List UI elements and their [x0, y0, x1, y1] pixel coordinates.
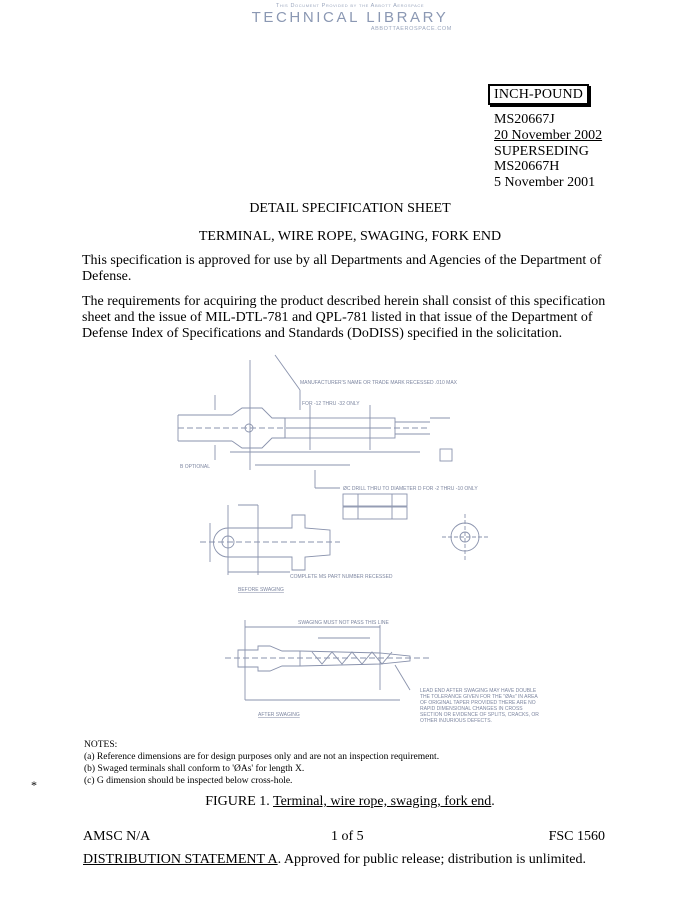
note-a: (a) Reference dimensions are for design purposes only and are not an inspection requirement. — [84, 752, 440, 762]
notes-block — [84, 739, 439, 787]
approval-paragraph: This specification is approved for use by all Departments and Agencies of the Department of Defense. — [82, 253, 602, 284]
note-b: (b) Swaged terminals shall conform to 'ØAs' for length X. — [84, 764, 305, 774]
for-label: FOR -12 THRU -32 ONLY — [302, 401, 360, 407]
note-c: (c) G dimension should be inspected below cross-hole. — [84, 776, 293, 786]
notes-heading: NOTES: — [84, 740, 118, 750]
amsc-label: AMSC N/A — [83, 829, 151, 844]
distribution-statement — [83, 852, 586, 868]
figure-caption — [0, 794, 700, 810]
distribution-text: . Approved for public release; distribution is unlimited. — [277, 852, 586, 867]
watermark-provider: This Document Provided by the Abbott Aerospace — [275, 3, 425, 9]
b-optional-label: B OPTIONAL — [180, 464, 211, 470]
after-swaging-label: AFTER SWAGING — [258, 712, 300, 718]
before-swaging-label: BEFORE SWAGING — [238, 587, 284, 593]
figure-caption-prefix: FIGURE 1. — [205, 794, 273, 809]
doc-date: 20 November 2002 — [494, 127, 603, 143]
requirements-paragraph: The requirements for acquiring the product described herein shall consist of this specification sheet and the issue of MIL-DTL-781 and QPL-781 listed in that issue of the Department of Defense Index of Specifications and Standards (DoDISS) specified in the solicitation. — [82, 294, 606, 341]
document-title: TERMINAL, WIRE ROPE, SWAGING, FORK END — [198, 229, 502, 244]
prev-doc-date: 5 November 2001 — [494, 175, 596, 191]
inch-pound-badge: INCH-POUND — [488, 84, 589, 105]
mfr-label: MANUFACTURER'S NAME OR TRADE MARK RECESSED .010 MAX — [300, 380, 458, 386]
figure-caption-suffix: . — [491, 794, 495, 809]
swaging-line-label: SWAGING MUST NOT PASS THIS LINE — [298, 620, 389, 626]
drill-note: ØC DRILL THRU TO DIAMETER D FOR -2 THRU -10 ONLY — [343, 486, 478, 492]
document-id-block — [494, 112, 602, 191]
lead-end-note: LEAD END AFTER SWAGING MAY HAVE DOUBLE THE TOLERANCE GIVEN FOR THE "ØAs" IN AREA OF ORIGINAL TAPER PROVIDED THERE ARE NO RAPID DIMENSIONAL CHANGES IN CROSS SECTION OR EVIDENCE OF SPLITS, CRACKS, OR OTHER INJURIOUS DEFECTS. — [420, 688, 539, 724]
page-number: 1 of 5 — [331, 829, 364, 844]
watermark-title: TECHNICAL LIBRARY — [251, 9, 449, 26]
doc-number: MS20667J — [494, 112, 555, 127]
ms-part-label: COMPLETE MS PART NUMBER RECESSED — [290, 574, 393, 580]
superseding-label: SUPERSEDING — [494, 143, 589, 159]
change-marker: * — [31, 778, 37, 792]
fsc-label: FSC 1560 — [548, 829, 605, 844]
sheet-type: DETAIL SPECIFICATION SHEET — [249, 201, 451, 216]
prev-doc-number: MS20667H — [494, 159, 560, 175]
watermark-url: ABBOTTAEROSPACE.COM — [370, 26, 452, 32]
terminal-drawing — [0, 350, 700, 735]
figure-caption-text: Terminal, wire rope, swaging, fork end — [273, 794, 492, 809]
distribution-label: DISTRIBUTION STATEMENT A — [83, 852, 278, 867]
